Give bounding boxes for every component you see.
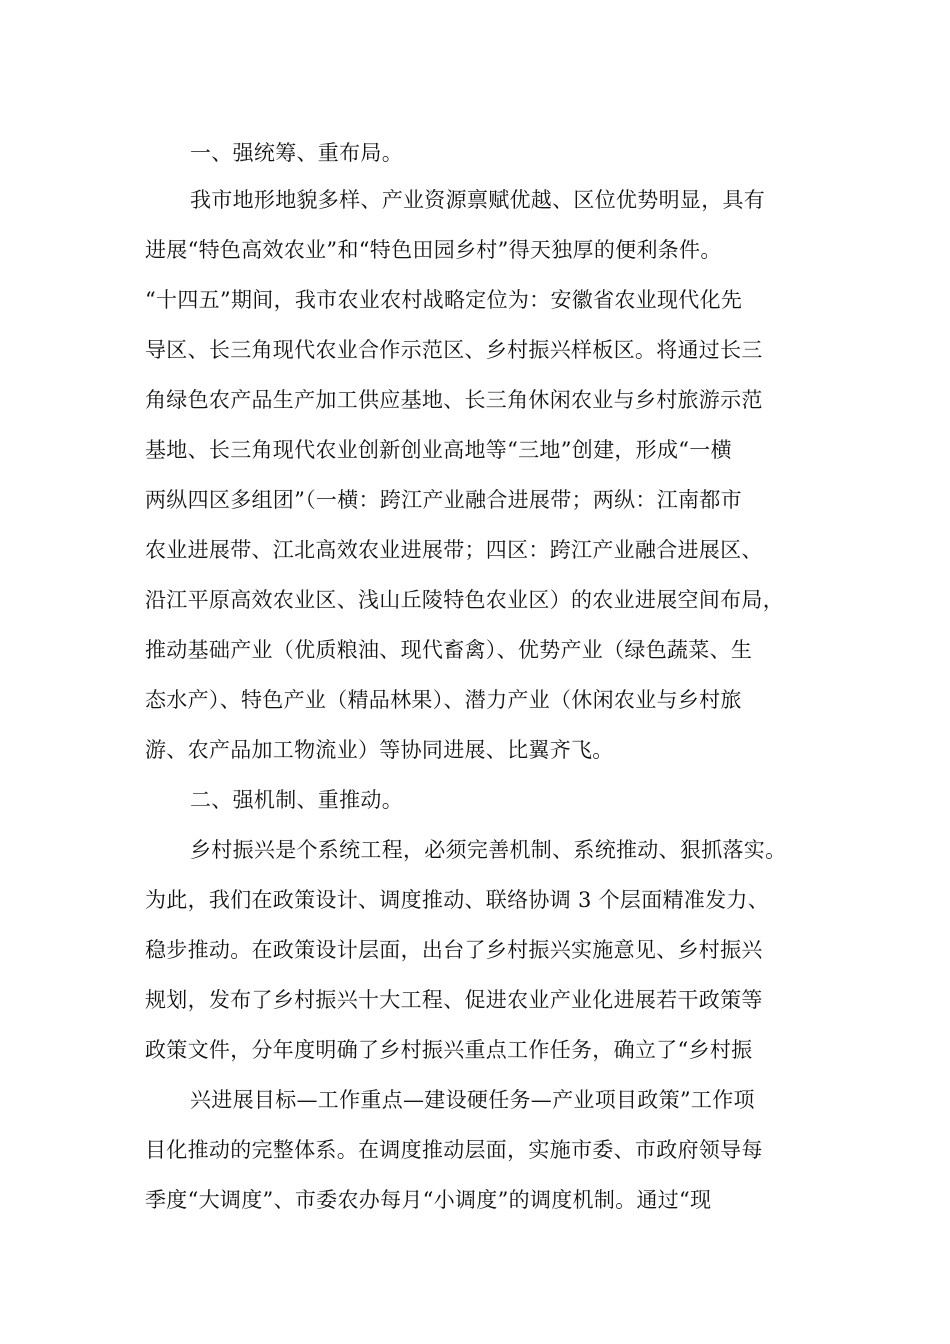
paragraph-line: 目化推动的完整体系。在调度推动层面，实施市委、市政府领导每 <box>145 1138 763 1162</box>
paragraph-line: 我市地形地貌多样、产业资源禀赋优越、区位优势明显，具有 <box>190 188 766 212</box>
paragraph-line: 角绿色农产品生产加工供应基地、长三角休闲农业与乡村旅游示范 <box>145 388 763 412</box>
paragraph-line: 两纵四区多组团”（一横：跨江产业融合进展带；两纵：江南都市 <box>145 488 742 512</box>
paragraph-line: 季度“大调度”、市委农办每月“小调度”的调度机制。通过“现 <box>145 1188 712 1212</box>
paragraph-line: 政策文件，分年度明确了乡村振兴重点工作任务，确立了“乡村振 <box>145 1038 753 1062</box>
paragraph-line: 规划，发布了乡村振兴十大工程、促进农业产业化进展若干政策等 <box>145 988 763 1012</box>
paragraph-line: 兴进展目标—工作重点—建设硬任务—产业项目政策”工作项 <box>190 1088 755 1112</box>
paragraph-line: 稳步推动。在政策设计层面，出台了乡村振兴实施意见、乡村振兴 <box>145 938 763 962</box>
paragraph-line: 农业进展带、江北高效农业进展带；四区：跨江产业融合进展区、 <box>145 538 763 562</box>
paragraph-line: 基地、长三角现代农业创新创业高地等“三地”创建，形成“一横 <box>145 438 732 462</box>
paragraph-line: 游、农产品加工物流业）等协同进展、比翼齐飞。 <box>145 738 614 762</box>
paragraph-line: 为此，我们在政策设计、调度推动、联络协调 3 个层面精准发力、 <box>145 888 770 912</box>
section-heading-1: 一、强统筹、重布局。 <box>190 141 403 165</box>
paragraph-line: 态水产）、特色产业（精品林果）、潜力产业（休闲农业与乡村旅 <box>145 688 742 712</box>
paragraph-line: 导区、长三角现代农业合作示范区、乡村振兴样板区。将通过长三 <box>145 338 763 362</box>
paragraph-line: 推动基础产业（优质粮油、现代畜禽）、优势产业（绿色蔬菜、生 <box>145 638 753 662</box>
section-heading-2: 二、强机制、重推动。 <box>190 788 403 812</box>
paragraph-line: 乡村振兴是个系统工程，必须完善机制、系统推动、狠抓落实。 <box>190 838 787 862</box>
paragraph-line: 沿江平原高效农业区、浅山丘陵特色农业区）的农业进展空间布局， <box>145 588 784 612</box>
paragraph-line: “十四五”期间，我市农业农村战略定位为：安徽省农业现代化先 <box>145 288 743 312</box>
paragraph-line: 进展“特色高效农业”和“特色田园乡村”得天独厚的便利条件。 <box>145 238 722 262</box>
